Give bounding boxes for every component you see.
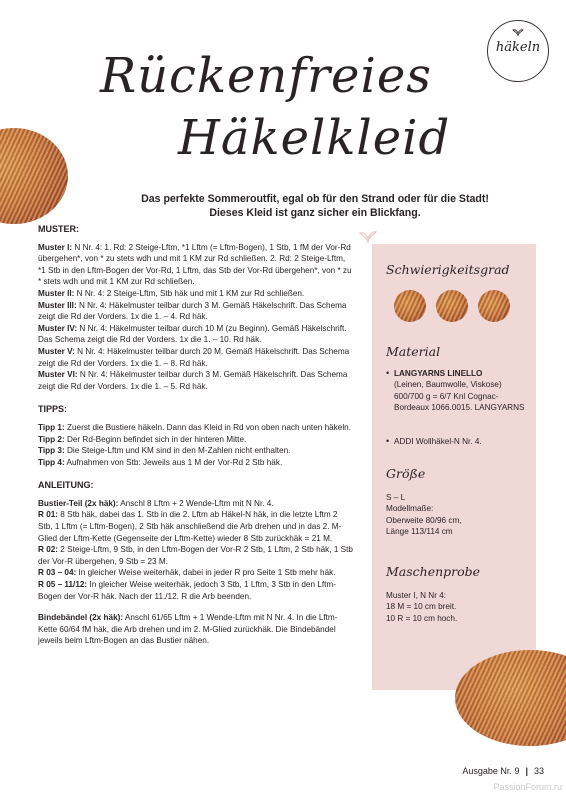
paragraph-text: N Nr. 4: Häkelmuster teilbar durch 20 M. Gemäß Häkelschrift. Das Schema zeigt die Rd der Vorders. 1x die 1. – 8. Rd häk.	[38, 346, 350, 368]
paragraph-label: Tipp 4:	[38, 457, 65, 467]
paragraph	[38, 612, 354, 647]
paragraph-label: R 03 – 04:	[38, 568, 77, 578]
leaf-icon	[358, 228, 378, 244]
paragraph	[38, 434, 354, 446]
gauge-heading: Maschenprobe	[386, 564, 481, 579]
footer-separator: |	[525, 766, 528, 776]
paragraph-label: Muster III:	[38, 300, 77, 310]
paragraph	[38, 346, 354, 369]
paragraph-label: Muster V:	[38, 346, 75, 356]
size-line: S – L	[386, 493, 406, 502]
paragraph-text: N Nr. 4: 2 Steige-Lftm, Stb häk und mit 1 KM zur Rd schließen.	[74, 288, 305, 298]
paragraph	[38, 242, 354, 288]
anleitung-list	[38, 498, 354, 647]
paragraph-label: Bindebändel (2x häk):	[38, 613, 124, 623]
subtitle-line-1: Das perfekte Sommeroutfit, egal ob für den Strand oder für die Stadt!	[141, 193, 489, 205]
paragraph	[38, 457, 354, 469]
difficulty-heading: Schwierigkeitsgrad	[386, 262, 510, 277]
paragraph-text: Aufnahmen von Stb: Jeweils aus 1 M der Vor-Rd 2 Stb häk.	[64, 457, 283, 467]
title-line-2: Häkelkleid	[178, 110, 451, 166]
badge-label: häkeln	[495, 40, 541, 55]
instruction-block	[38, 498, 354, 602]
paragraph-label: Tipp 3:	[38, 446, 65, 456]
paragraph-text: Der Rd-Beginn befindet sich in der hinteren Mitte.	[64, 434, 247, 444]
material-item-1-detail: (Leinen, Baumwolle, Viskose) 600/700 g = 6/7 Knl Cognac-Bordeaux 1066.0015. LANGYARNS	[394, 380, 525, 413]
leaf-icon	[512, 27, 524, 37]
size-line: Oberweite 80/96 cm,	[386, 515, 462, 525]
paragraph-text: 8 Stb häk, dabei das 1. Stb in die 2. Lftm ab Häkel-N häk, in die letzte Lftm 2 Stb, 1 Lftm (= Lftm-Bogen), 2 Stb häk anschließend die Arb drehen und in das 2. M-Glied der Lftm-Kette (Gegenseite der Lftm-Kette) wieder 8 Stb zurückhäk = 21 M.	[38, 510, 342, 543]
paragraph-label: R 01:	[38, 510, 59, 520]
paragraph	[38, 498, 354, 510]
main-column	[38, 224, 354, 657]
paragraph-text: N Nr. 4: 1. Rd: 2 Steige-Lftm, *1 Lftm (= Lftm-Bogen), 1 Stb, 1 fM der Vor-Rd übergehen*, von * zu stets wdh und mit 1 KM zur Rd schließen. 2. Rd: 2 Steige-Lftm, *1 Stb in den Lftm-Bogen der Vor-Rd, 1 Lftm, das Stb der Vor-Rd übergehen*, von * zu * stets wdh und mit 1 KM zur Rd schließen.	[38, 242, 352, 287]
tipps-list	[38, 422, 354, 468]
paragraph	[38, 300, 354, 323]
paragraph-label: R 05 – 11/12:	[38, 580, 88, 590]
muster-list	[38, 242, 354, 393]
paragraph-label: Tipp 2:	[38, 434, 65, 444]
muster-heading: MUSTER:	[38, 224, 79, 234]
material-item-1	[394, 368, 530, 414]
category-badge	[487, 20, 549, 82]
paragraph-label: Muster II:	[38, 288, 75, 298]
difficulty-yarn-icon	[436, 290, 468, 322]
gauge-line: 18 M = 10 cm breit.	[386, 602, 457, 612]
paragraph	[38, 323, 354, 346]
subtitle-line-2: Dieses Kleid ist ganz sicher ein Blickfang.	[209, 207, 421, 219]
size-info	[386, 492, 532, 538]
paragraph-label: Muster IV:	[38, 323, 78, 333]
size-line: Modellmaße:	[386, 504, 434, 514]
paragraph-text: N Nr. 4: Häkelmuster teilbar durch 3 M. Gemäß Häkelschrift. Das Schema zeigt die Rd der Vorders. 1x die 1. – 5. Rd häk.	[38, 370, 348, 391]
page-number: 33	[533, 766, 544, 776]
gauge-line: 10 R = 10 cm hoch.	[386, 613, 458, 623]
difficulty-yarn-icon	[478, 290, 510, 322]
page-footer	[404, 766, 544, 776]
paragraph	[38, 579, 354, 602]
gauge-line: Muster I, N Nr 4:	[386, 591, 447, 600]
bullet-icon: •	[386, 368, 390, 378]
size-heading: Größe	[386, 466, 426, 481]
title-line-1: Rückenfreies	[100, 48, 432, 104]
paragraph	[38, 369, 354, 392]
material-heading: Material	[386, 344, 441, 359]
issue-label: Ausgabe Nr. 9	[462, 766, 520, 776]
size-line: Länge 113/114 cm	[386, 527, 453, 537]
paragraph-text: Zuerst die Bustiere häkeln. Dann das Kleid in Rd von oben nach unten häkeln.	[64, 422, 351, 432]
paragraph-text: Anschl 8 Lftm + 2 Wende-Lftm mit N Nr. 4.	[118, 498, 274, 508]
paragraph-label: Muster I:	[38, 242, 73, 252]
watermark: PassionForum.ru	[493, 782, 562, 792]
paragraph-text: 2 Steige-Lftm, 9 Stb, in den Lftm-Bogen der Vor-R 2 Stb, 1 Lftm, 2 Stb häk, 1 Stb der Vor-R übergehen, 9 Stb = 23 M.	[38, 545, 353, 566]
paragraph-text: In gleicher Weise weiterhäk, jedoch 3 Stb, 1 Lftm, 3 Stb in den Lftm-Bogen der Vor-R häk. Nach der 11./12. R die Arb beenden.	[38, 580, 336, 601]
material-item-1-name: LANGYARNS LINELLO	[394, 369, 483, 378]
gauge-info	[386, 590, 532, 624]
yarn-photo-left	[0, 128, 68, 224]
paragraph-text: N Nr. 4: Häkelmuster teilbar durch 10 M (zu Beginn). Gemäß Häkelschrift. Das Schema zeigt die Rd der Vorders. 1x die 1. – 10. Rd häk.	[38, 323, 347, 345]
anleitung-heading: ANLEITUNG:	[38, 480, 94, 491]
paragraph-text: In gleicher Weise weiterhäk, dabei in jeder R pro Seite 1 Stb mehr häk.	[76, 568, 336, 578]
paragraph-text: Die Steige-Lftm und KM sind in den M-Zahlen nicht enthalten.	[64, 446, 291, 456]
paragraph	[38, 567, 354, 579]
instruction-block	[38, 612, 354, 647]
bullet-icon: •	[386, 436, 390, 446]
subtitle	[80, 192, 550, 220]
paragraph	[38, 445, 354, 457]
paragraph	[38, 509, 354, 544]
paragraph-label: Muster VI:	[38, 370, 78, 380]
paragraph-label: R 02:	[38, 545, 59, 555]
paragraph	[38, 288, 354, 300]
paragraph	[38, 544, 354, 567]
paragraph-label: Bustier-Teil (2x häk):	[38, 498, 119, 508]
difficulty-yarn-icon	[394, 290, 426, 322]
paragraph	[38, 422, 354, 434]
paragraph-label: Tipp 1:	[38, 422, 65, 432]
tipps-heading: TIPPS:	[38, 404, 68, 415]
paragraph-text: Anschl 61/65 Lftm + 1 Wende-Lftm mit N Nr. 4. In die Lftm-Kette 60/64 fM häk, die Arb drehen und im 2. M-Glied zurückhäk. Die Bindebändel jeweils beim Lftm-Bogen an das Bustier nähen.	[38, 613, 338, 646]
material-item-2: ADDI Wollhäkel-N Nr. 4.	[394, 437, 482, 446]
info-sidebar	[372, 244, 536, 690]
paragraph-text: N Nr. 4: Häkelmuster teilbar durch 3 M. Gemäß Häkelschrift. Das Schema zeigt die Rd der Vorders. 1x die 1. – 4. Rd häk.	[38, 300, 347, 322]
